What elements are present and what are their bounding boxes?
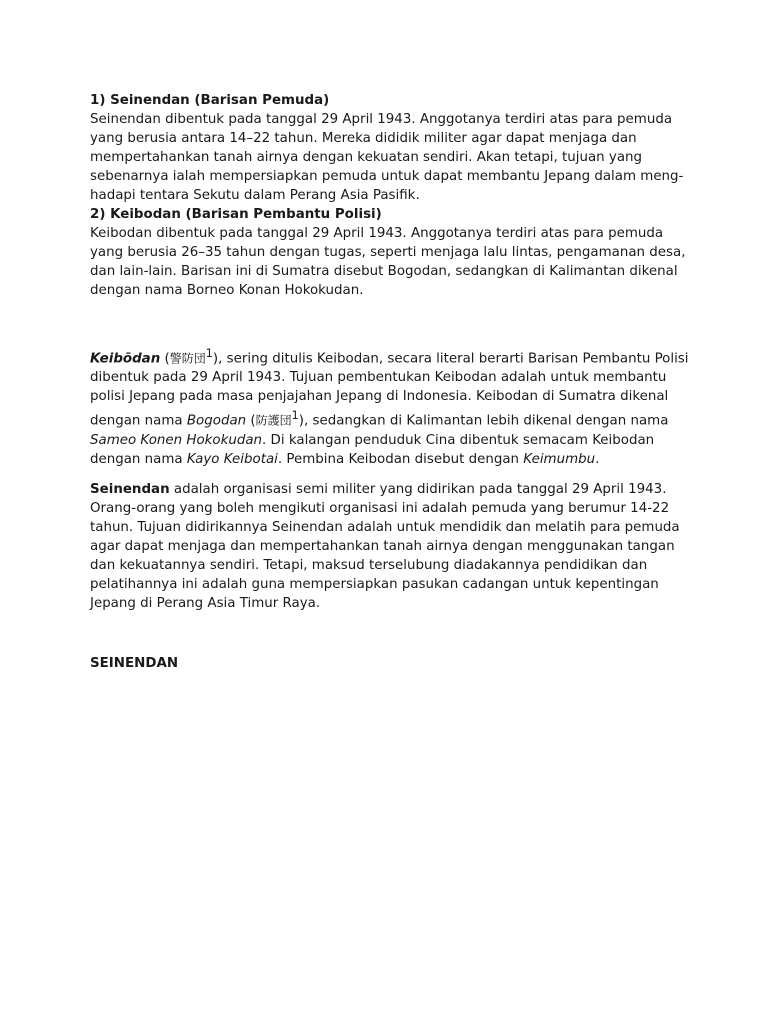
- seinendan-term: Seinendan: [90, 481, 170, 497]
- paragraph-text: . Di kalangan penduduk Cina dibentuk semacam Keibodan dengan nama: [90, 432, 655, 467]
- section-heading: 2) Keibodan (Barisan Pembantu Polisi): [90, 207, 382, 222]
- section-keibodan: [90, 205, 690, 300]
- section-text: Seinendan dibentuk pada tanggal 29 April 1943. Anggotanya terdiri atas para pemuda yang berusia antara 14–22 tahun. Mereka dididik militer agar dapat menjaga dan mempertahankan tanah airnya dengan kekuatan sendiri. Akan tetapi, tujuan yang sebenarnya ialah mempersiapkan pemuda untuk dapat membantu Jepang dalam meng- hadapi tentara Sekutu dalam Perang Asia Pasifik.: [90, 112, 684, 203]
- footnote-ref[interactable]: 1: [291, 409, 299, 423]
- keibodan-paragraph: Keibōdan (警防団$^1$), sering ditulis Keibodan, secara literal berarti Barisan Pembantu Polisi dibentuk pada 29 April 1943. Tujuan pembentukan Keibodan adalah untuk membantu polisi Jepang pada masa penjajahan Jepang di Indonesia. Keibodan di Sumatra dikenal dengan nama Bogodan (防護団$^1$), sedangkan di Kalimantan lebih dikenal dengan nama Sameo Konen Hokokudan. Di kalangan penduduk Cina dibentuk semacam Keibodan dengan nama Kayo Keibotai. Pembina Keibodan disebut dengan Keimumbu.: [90, 347, 689, 467]
- sameo-term: Sameo Konen Hokokudan: [90, 432, 263, 448]
- paragraph-text: adalah organisasi semi militer yang didirikan pada tanggal 29 April 1943. Orang-orang yang boleh mengikuti organisasi ini adalah pemuda yang berumur 14-22 tahun. Tujuan didirikannya Seinendan adalah untuk mendidik dan melatih para pemuda agar dapat menjaga dan mempertahankan tanah airnya dengan menggunakan tangan dan kekuatannya sendiri. Tetapi, maksud terselubung diadakannya pendidikan dan pelatihannya ini adalah guna mempersiapkan pasukan cadangan untuk kepentingan Jepang di Perang Asia Timur Raya.: [90, 481, 680, 611]
- paragraph-text: , sering ditulis Keibodan, secara literal berarti Barisan Pembantu Polisi dibentuk pada 29 April 1943. Tujuan pembentukan Keibodan adalah untuk membantu polisi Jepang pada masa penjajahan Jepang di Indonesia. Keibodan di Sumatra dikenal dengan nama: [90, 351, 689, 429]
- paragraph-text: , sedangkan di Kalimantan lebih dikenal dengan nama: [303, 413, 669, 429]
- seinendan-paragraph: [90, 480, 690, 613]
- section-heading: 1) Seinendan (Barisan Pemuda): [90, 93, 330, 108]
- paragraph-text: .: [595, 451, 600, 467]
- paragraph-text: . Pembina Keibodan disebut dengan: [277, 451, 524, 467]
- seinendan-heading: SEINENDAN: [90, 655, 179, 671]
- kayo-term: Kayo Keibotai: [186, 451, 278, 467]
- keimumbu-term: Keimumbu: [523, 451, 596, 467]
- footnote-ref[interactable]: 1: [205, 347, 213, 360]
- document-page: [90, 91, 690, 686]
- spacer: [90, 300, 690, 344]
- section-text: Keibodan dibentuk pada tanggal 29 April 1943. Anggotanya terdiri atas para pemuda yang berusia 26–35 tahun dengan tugas, seperti menjaga lalu lintas, pengamanan desa, dan lain-lain. Barisan ini di Sumatra disebut Bogodan, sedangkan di Kalimantan dikenal dengan nama Borneo Konan Hokokudan.: [90, 226, 686, 298]
- bogodan-term: Bogodan: [186, 413, 247, 429]
- section-seinendan: [90, 91, 690, 205]
- kanji-keibodan: 警防団: [169, 351, 206, 366]
- kanji-bogodan: 防護団: [255, 413, 292, 428]
- keibodan-term: Keibōdan: [90, 351, 161, 367]
